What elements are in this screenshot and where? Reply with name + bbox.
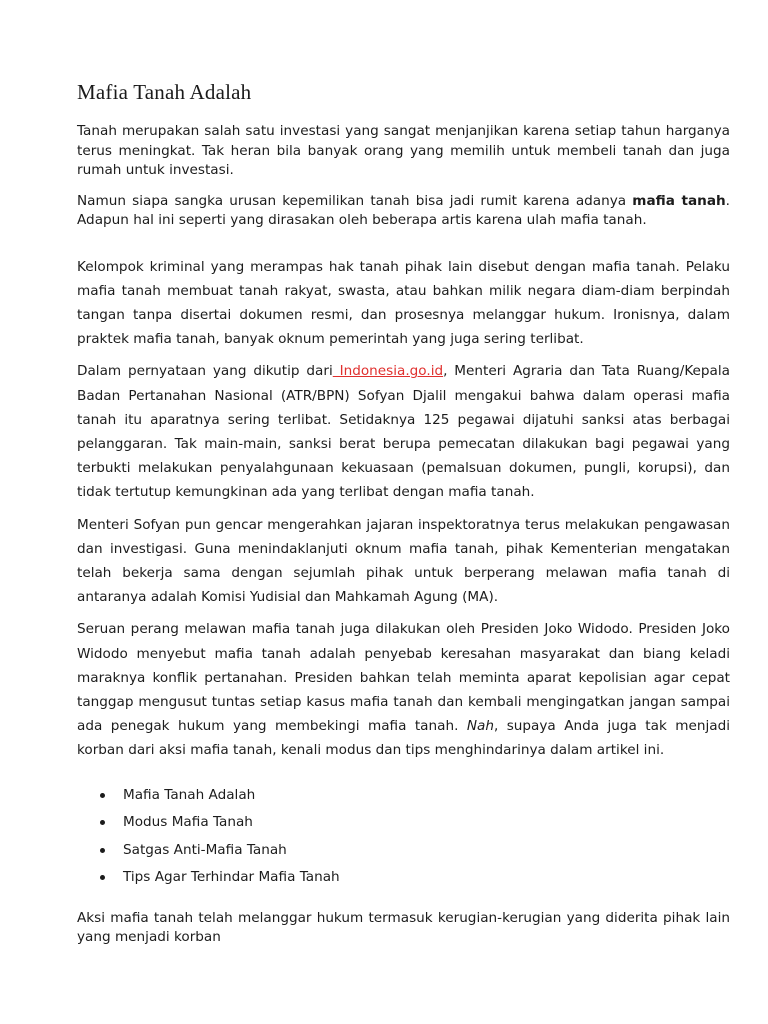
- list-item[interactable]: [77, 840, 730, 868]
- closing-paragraph: Aksi mafia tanah telah melanggar hukum termasuk kerugian-kerugian yang diderita pihak lain yang menjadi korban: [77, 909, 730, 946]
- list-item[interactable]: [77, 867, 730, 895]
- article: [77, 80, 730, 948]
- toc-item-label: Mafia Tanah Adalah: [123, 786, 256, 803]
- bullet-icon: [100, 820, 105, 825]
- p4-text-before: Seruan perang melawan mafia tanah juga dilakukan oleh Presiden Joko Widodo. Presiden Joko Widodo menyebut mafia tanah adalah penyebab keresahan masyarakat dan biang keladi maraknya konflik pertanahan. Presiden bahkan telah meminta aparat kepolisian agar cepat tanggap mengusut tuntas setiap kasus mafia tanah dan kembali mengingatkan jangan sampai ada penegak hukum yang membekingi mafia tanah.: [77, 621, 730, 735]
- toc-item-label: Satgas Anti-Mafia Tanah: [123, 841, 287, 858]
- intro-paragraph-2: [77, 192, 730, 231]
- bullet-icon: [100, 848, 105, 853]
- body-paragraph-2: [77, 359, 730, 504]
- p2-text-after: , Menteri Agraria dan Tata Ruang/Kepala Badan Pertanahan Nasional (ATR/BPN) Sofyan Djalil mengakui bahwa dalam operasi mafia tanah itu aparatnya sering terlibat. Setidaknya 125 pegawai dijatuhi sanksi atas berbagai pelanggaran. Tak main-main, sanksi berat berupa pemecatan dilakukan bagi pegawai yang terbukti melakukan penyalahgunaan kekuasaan (pemalsuan dokumen, pungli, korupsi), dan tidak tertutup kemungkinan ada yang terlibat dengan mafia tanah.: [77, 363, 730, 501]
- body-paragraph-1: Kelompok kriminal yang merampas hak tanah pihak lain disebut dengan mafia tanah. Pelaku mafia tanah membuat tanah rakyat, swasta, atau bahkan milik negara diam-diam berpindah tangan tanpa disertai dokumen resmi, dan prosesnya melanggar hukum. Ironisnya, dalam praktek mafia tanah, banyak oknum pemerintah yang juga sering terlibat.: [77, 258, 730, 348]
- table-of-contents: [77, 785, 730, 895]
- body-paragraph-4: [77, 617, 730, 762]
- list-item[interactable]: [77, 812, 730, 840]
- intro2-text-after: . Adapun hal ini seperti yang dirasakan oleh beberapa artis karena ulah mafia tanah.: [77, 192, 730, 228]
- body-paragraph-3: Menteri Sofyan pun gencar mengerahkan jajaran inspektoratnya terus melakukan pengawasan dan investigasi. Guna menindaklanjuti oknum mafia tanah, pihak Kementerian mengatakan telah bekerja sama dengan sejumlah pihak untuk berperang melawan mafia tanah di antaranya adalah Komisi Yudisial dan Mahkamah Agung (MA).: [77, 516, 730, 606]
- p4-italic-word: Nah: [466, 718, 494, 735]
- list-item[interactable]: [77, 785, 730, 813]
- toc-item-label: Modus Mafia Tanah: [123, 814, 253, 831]
- article-title: Mafia Tanah Adalah: [77, 80, 252, 104]
- intro2-bold-term: mafia tanah: [632, 192, 726, 209]
- bullet-icon: [100, 793, 105, 798]
- toc-item-label: Tips Agar Terhindar Mafia Tanah: [123, 869, 340, 886]
- p4-text-after: , supaya Anda juga tak menjadi korban dari aksi mafia tanah, kenali modus dan tips menghindarinya dalam artikel ini.: [77, 718, 730, 759]
- intro2-text-before: Namun siapa sangka urusan kepemilikan tanah bisa jadi rumit karena adanya: [77, 192, 633, 209]
- p2-text-before: Dalam pernyataan yang dikutip dari: [77, 363, 333, 380]
- source-link[interactable]: Indonesia.go.id: [332, 363, 444, 380]
- bullet-icon: [100, 875, 105, 880]
- intro-paragraph-1: Tanah merupakan salah satu investasi yang sangat menjanjikan karena setiap tahun harganya terus meningkat. Tak heran bila banyak orang yang memilih untuk membeli tanah dan juga rumah untuk investasi.: [77, 123, 730, 178]
